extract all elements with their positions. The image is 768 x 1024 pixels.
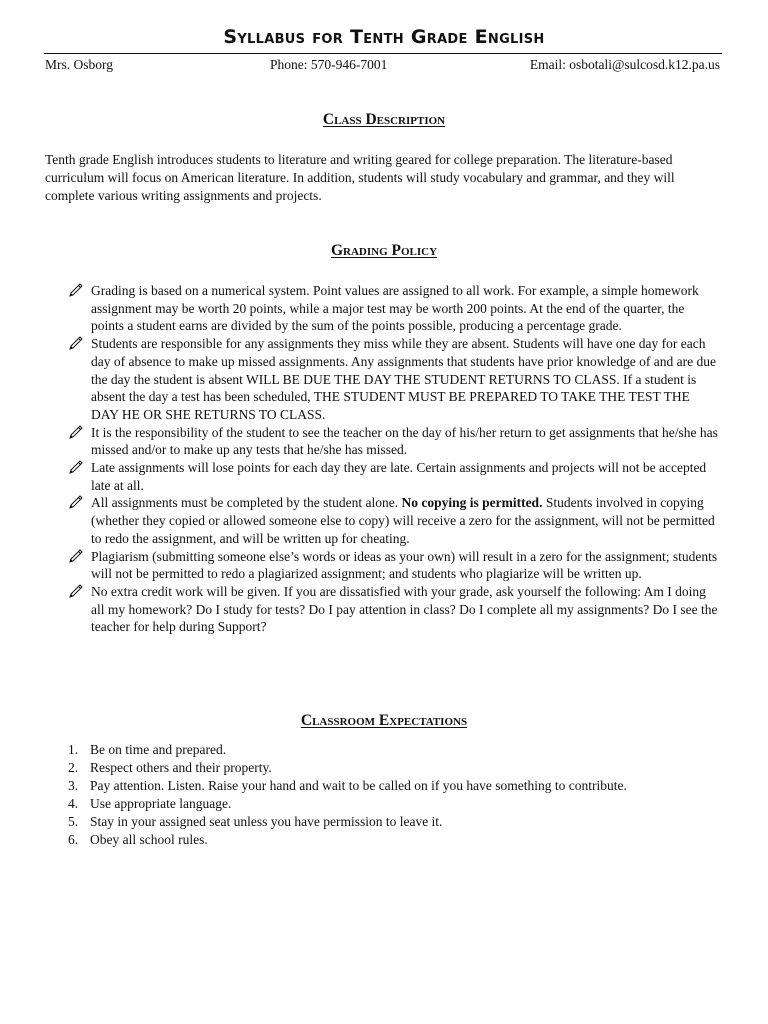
classroom-expectations-heading: Classroom Expectations [300,712,468,729]
grading-policy-item [68,459,720,494]
expectation-item [68,795,720,813]
expectation-item [68,831,720,849]
expectation-text: Obey all school rules. [90,832,208,847]
teacher-name: Mrs. Osborg [45,57,114,72]
grading-policy-heading: Grading Policy [330,242,438,259]
grading-policy-item [68,282,720,335]
grading-policy-item [68,494,720,547]
grading-policy-item-text: It is the responsibility of the student to see the teacher on the day of his/her return to get assignments that he/she has missed and/or to make up any tests that he/she has missed. [91,424,718,458]
expectation-text: Use appropriate language. [90,796,232,811]
grading-policy-item-text: No extra credit work will be given. If you are dissatisfied with your grade, ask yourself the following: Am I doing all my homework? Do I study for tests? Do I pay attention in class? Do I complete all my assignments? Do I see the teacher for help during Support? [91,583,718,635]
grading-policy-list [68,282,720,636]
grading-policy-item [68,548,720,583]
document-title: Syllabus for Tenth Grade English [223,26,545,48]
contact-row [45,56,720,74]
grading-policy-item-text: Plagiarism (submitting someone else’s words or ideas as your own) will result in a zero for the assignment; students will not be permitted to redo a plagiarized assignment; and students who plagiarize will be written up. [91,548,718,582]
no-copying-notice: No copying is permitted. [401,495,543,511]
class-description-heading: Class Description [322,111,446,128]
expectation-text: Stay in your assigned seat unless you have permission to leave it. [90,814,443,829]
teacher-email: Email: osbotali@sulcosd.k12.pa.us [529,57,720,72]
pencil-icon [68,424,84,440]
teacher-phone: Phone: 570-946-7001 [270,57,388,72]
grading-policy-item [68,335,720,424]
grading-policy-item-text: All assignments must be completed by the student alone. [91,495,402,511]
grading-policy-item-text: Students are responsible for any assignments they miss while they are absent. Students will have one day for each day of absence to make up missed assignments. Any assignments that students have prior knowledge of and are due the day the student is absent WILL BE DUE THE DAY THE STUDENT RETURNS TO CLASS. If a student is absent the day a test has been scheduled, THE STUDENT MUST BE PREPARED TO TAKE THE TEST THE DAY HE OR SHE RETURNS TO CLASS. [91,336,716,422]
pencil-icon [68,335,84,351]
expectation-text: Respect others and their property. [90,760,272,775]
expectation-text: Be on time and prepared. [90,742,227,757]
expectation-item [68,813,720,831]
expectation-number: 4. [68,796,79,811]
expectation-number: 5. [68,814,79,829]
pencil-icon [68,282,84,298]
title-divider [44,53,722,54]
expectation-item [68,777,720,795]
grading-policy-item-text: Grading is based on a numerical system. Point values are assigned to all work. For example, a simple homework assignment may be worth 20 points, while a major test may be worth 200 points. At the end of the quarter, the points a student earns are divided by the sum of the points possible, producing a percentage grade. [91,283,699,334]
grading-policy-item-text: Students involved in copying (whether they copied or allowed someone else to copy) will receive a zero for the assignment, will not be permitted to redo the assignment, and will be written up for cheating. [91,495,715,546]
expectation-number: 2. [68,760,79,775]
classroom-expectations-list [68,741,720,849]
grading-policy-item-text: Late assignments will lose points for each day they are late. Certain assignments and projects will not be accepted late at all. [91,460,707,493]
pencil-icon [68,494,84,510]
expectation-number: 1. [68,742,79,757]
expectation-number: 3. [68,778,79,793]
grading-policy-item [68,583,720,636]
expectation-item [68,759,720,777]
expectation-number: 6. [68,832,79,847]
class-description-text: Tenth grade English introduces students to literature and writing geared for college preparation. The literature-based curriculum will focus on American literature. In addition, students will study vocabulary and grammar, and they will complete various writing assignments and projects. [45,152,675,203]
pencil-icon [68,459,84,475]
expectation-item [68,741,720,759]
expectation-text: Pay attention. Listen. Raise your hand and wait to be called on if you have something to contribute. [90,778,627,793]
grading-policy-item [68,424,720,459]
pencil-icon [68,548,84,564]
pencil-icon [68,583,84,599]
